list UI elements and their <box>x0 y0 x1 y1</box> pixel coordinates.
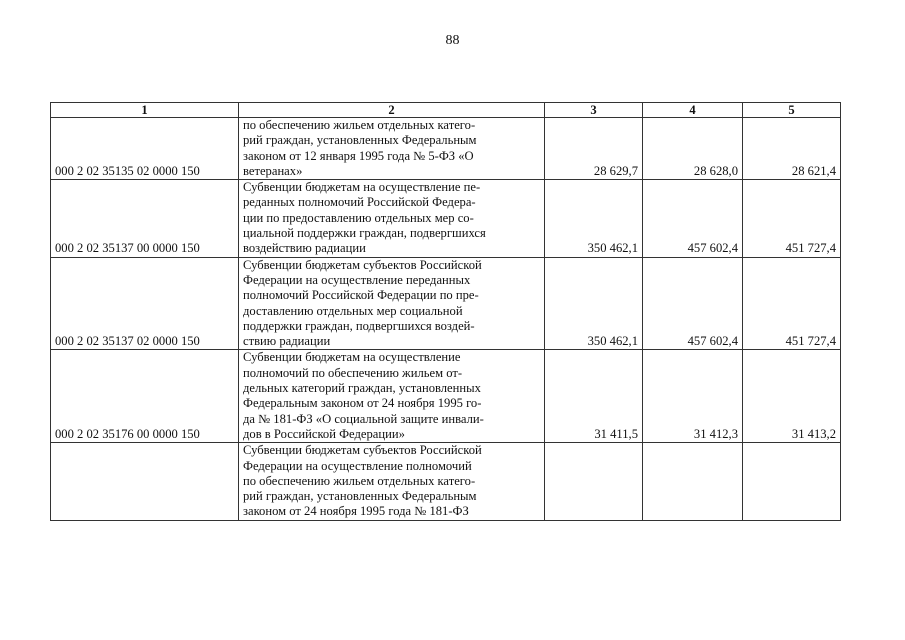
amount-cell-col-4: 457 602,4 <box>643 257 743 350</box>
description-line: дов в Российской Федерации» <box>243 426 405 441</box>
table-row <box>51 180 841 257</box>
column-header-2: 2 <box>239 103 545 118</box>
table-row <box>51 257 841 350</box>
budget-code-cell: 000 2 02 35135 02 0000 150 <box>51 118 239 180</box>
amount-cell-col-5: 451 727,4 <box>743 180 841 257</box>
budget-code-cell <box>51 443 239 520</box>
column-header-5: 5 <box>743 103 841 118</box>
description-line: поддержки граждан, подвергшихся воздей- <box>243 318 475 333</box>
description-line: Субвенции бюджетам на осуществление пе- <box>243 180 481 195</box>
description-line: полномочий по обеспечению жильем от- <box>243 365 463 380</box>
amount-cell-col-3 <box>545 443 643 520</box>
table-row <box>51 118 841 180</box>
description-cell <box>239 350 545 443</box>
amount-cell-col-3: 350 462,1 <box>545 180 643 257</box>
amount-cell-col-3: 28 629,7 <box>545 118 643 180</box>
description-cell <box>239 180 545 257</box>
page-number: 88 <box>445 33 460 48</box>
budget-code-cell: 000 2 02 35137 02 0000 150 <box>51 257 239 350</box>
description-line: реданных полномочий Российской Федера- <box>243 195 476 210</box>
table-body <box>51 118 841 521</box>
description-line: Федеральным законом от 24 ноября 1995 го- <box>243 396 482 411</box>
description-cell <box>239 118 545 180</box>
amount-cell-col-3: 350 462,1 <box>545 257 643 350</box>
description-line: Субвенции бюджетам субъектов Российской <box>243 443 482 458</box>
description-line: воздействию радиации <box>243 241 366 256</box>
budget-code-cell: 000 2 02 35137 00 0000 150 <box>51 180 239 257</box>
description-cell <box>239 443 545 520</box>
description-line: Федерации на осуществление переданных <box>243 272 471 287</box>
table-row <box>51 443 841 520</box>
description-cell <box>239 257 545 350</box>
column-header-1: 1 <box>51 103 239 118</box>
description-line: по обеспечению жильем отдельных катего- <box>243 118 476 132</box>
amount-cell-col-4: 457 602,4 <box>643 180 743 257</box>
amount-cell-col-4 <box>643 443 743 520</box>
budget-table <box>50 102 841 521</box>
amount-cell-col-3: 31 411,5 <box>545 350 643 443</box>
description-line: дельных категорий граждан, установленных <box>243 381 481 396</box>
description-line: рий граждан, установленных Федеральным <box>243 489 477 504</box>
column-header-4: 4 <box>643 103 743 118</box>
budget-code-cell: 000 2 02 35176 00 0000 150 <box>51 350 239 443</box>
amount-cell-col-4: 31 412,3 <box>643 350 743 443</box>
description-line: Субвенции бюджетам на осуществление <box>243 350 461 365</box>
amount-cell-col-5: 28 621,4 <box>743 118 841 180</box>
description-line: законом от 12 января 1995 года № 5-ФЗ «О <box>243 148 474 163</box>
description-line: доставлению отдельных мер социальной <box>243 303 463 318</box>
description-line: законом от 24 ноября 1995 года № 181-ФЗ <box>243 504 469 519</box>
column-header-3: 3 <box>545 103 643 118</box>
description-line: ветеранах» <box>243 163 303 178</box>
description-line: циальной поддержки граждан, подвергшихся <box>243 226 486 241</box>
description-line: Субвенции бюджетам субъектов Российской <box>243 257 482 272</box>
description-line: ствию радиации <box>243 334 331 349</box>
description-line: полномочий Российской Федерации по пре- <box>243 288 479 303</box>
description-line: Федерации на осуществление полномочий <box>243 458 472 473</box>
amount-cell-col-4: 28 628,0 <box>643 118 743 180</box>
description-line: да № 181-ФЗ «О социальной защите инвали- <box>243 411 484 426</box>
amount-cell-col-5: 451 727,4 <box>743 257 841 350</box>
description-line: по обеспечению жильем отдельных катего- <box>243 473 476 488</box>
amount-cell-col-5: 31 413,2 <box>743 350 841 443</box>
table-row <box>51 350 841 443</box>
description-line: рий граждан, установленных Федеральным <box>243 133 477 148</box>
header-row <box>51 103 841 118</box>
description-line: ции по предоставлению отдельных мер со- <box>243 210 474 225</box>
amount-cell-col-5 <box>743 443 841 520</box>
